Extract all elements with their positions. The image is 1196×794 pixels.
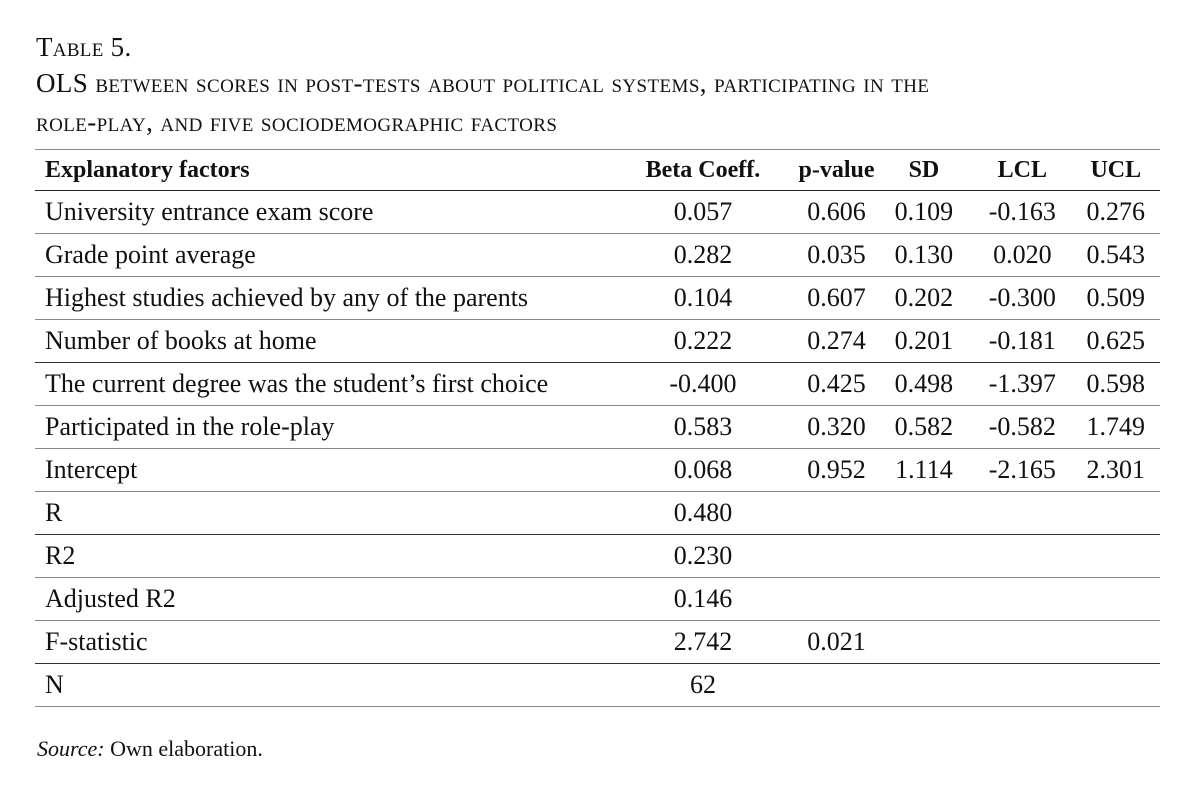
source-text: Own elaboration. xyxy=(110,736,263,761)
cell-beta-coeff: 0.146 xyxy=(608,578,799,621)
cell-beta-coeff: 2.742 xyxy=(608,621,799,664)
header-ucl: UCL xyxy=(1072,150,1160,191)
cell-ucl: 2.301 xyxy=(1072,449,1160,492)
cell-factor: F-statistic xyxy=(35,621,608,664)
header-sd: SD xyxy=(875,150,973,191)
table-row xyxy=(35,449,1160,492)
cell-factor: Participated in the role-play xyxy=(35,406,608,449)
cell-p-value: 0.607 xyxy=(798,277,874,320)
cell-sd xyxy=(875,578,973,621)
table-header-row xyxy=(35,150,1160,191)
cell-beta-coeff: 0.057 xyxy=(608,191,799,234)
header-explanatory-factors: Explanatory factors xyxy=(35,150,608,191)
cell-factor: Highest studies achieved by any of the parents xyxy=(35,277,608,320)
table-row xyxy=(35,664,1160,707)
table-caption xyxy=(36,30,1160,142)
table-body xyxy=(35,191,1160,707)
source-label: Source: xyxy=(37,736,105,761)
cell-ucl xyxy=(1072,578,1160,621)
cell-beta-coeff: 0.480 xyxy=(608,492,799,535)
cell-sd: 0.109 xyxy=(875,191,973,234)
cell-ucl xyxy=(1072,492,1160,535)
cell-beta-coeff: -0.400 xyxy=(608,363,799,406)
cell-sd xyxy=(875,621,973,664)
table-row xyxy=(35,535,1160,578)
header-p-value: p-value xyxy=(798,150,874,191)
cell-p-value xyxy=(798,578,874,621)
cell-beta-coeff: 0.104 xyxy=(608,277,799,320)
cell-lcl: -0.300 xyxy=(973,277,1071,320)
cell-p-value xyxy=(798,535,874,578)
table-row xyxy=(35,492,1160,535)
cell-sd: 0.130 xyxy=(875,234,973,277)
source-note xyxy=(37,736,263,762)
cell-factor: Number of books at home xyxy=(35,320,608,363)
cell-lcl: -2.165 xyxy=(973,449,1071,492)
cell-lcl: 0.020 xyxy=(973,234,1071,277)
cell-lcl xyxy=(973,578,1071,621)
cell-factor: Adjusted R2 xyxy=(35,578,608,621)
table-row xyxy=(35,277,1160,320)
cell-ucl xyxy=(1072,535,1160,578)
table-row xyxy=(35,406,1160,449)
cell-lcl: -0.181 xyxy=(973,320,1071,363)
cell-ucl: 0.509 xyxy=(1072,277,1160,320)
cell-sd xyxy=(875,535,973,578)
cell-lcl: -0.163 xyxy=(973,191,1071,234)
cell-beta-coeff: 0.068 xyxy=(608,449,799,492)
cell-sd xyxy=(875,492,973,535)
cell-p-value: 0.606 xyxy=(798,191,874,234)
cell-ucl xyxy=(1072,664,1160,707)
cell-lcl xyxy=(973,664,1071,707)
cell-lcl xyxy=(973,621,1071,664)
header-beta-coeff: Beta Coeff. xyxy=(608,150,799,191)
table-title-line-1: OLS between scores in post-tests about political systems, participating in the xyxy=(36,68,930,98)
cell-ucl xyxy=(1072,621,1160,664)
cell-lcl: -1.397 xyxy=(973,363,1071,406)
cell-factor: Intercept xyxy=(35,449,608,492)
cell-factor: The current degree was the student’s first choice xyxy=(35,363,608,406)
cell-ucl: 1.749 xyxy=(1072,406,1160,449)
cell-beta-coeff: 0.222 xyxy=(608,320,799,363)
table-row xyxy=(35,621,1160,664)
cell-lcl xyxy=(973,492,1071,535)
table-label: Table 5. xyxy=(36,32,132,62)
table-row xyxy=(35,578,1160,621)
cell-sd: 0.201 xyxy=(875,320,973,363)
table-row xyxy=(35,363,1160,406)
cell-ucl: 0.276 xyxy=(1072,191,1160,234)
cell-factor: R xyxy=(35,492,608,535)
cell-p-value xyxy=(798,664,874,707)
cell-beta-coeff: 62 xyxy=(608,664,799,707)
cell-lcl xyxy=(973,535,1071,578)
table-row xyxy=(35,234,1160,277)
cell-sd: 0.498 xyxy=(875,363,973,406)
table-title xyxy=(36,64,1160,142)
cell-ucl: 0.625 xyxy=(1072,320,1160,363)
cell-factor: University entrance exam score xyxy=(35,191,608,234)
table-row xyxy=(35,191,1160,234)
cell-p-value: 0.425 xyxy=(798,363,874,406)
cell-ucl: 0.543 xyxy=(1072,234,1160,277)
cell-beta-coeff: 0.282 xyxy=(608,234,799,277)
cell-factor: R2 xyxy=(35,535,608,578)
ols-table xyxy=(35,149,1160,707)
cell-factor: N xyxy=(35,664,608,707)
cell-sd: 0.582 xyxy=(875,406,973,449)
table-title-line-2: role-play, and five sociodemographic factors xyxy=(36,107,558,137)
cell-ucl: 0.598 xyxy=(1072,363,1160,406)
cell-p-value: 0.035 xyxy=(798,234,874,277)
cell-p-value: 0.274 xyxy=(798,320,874,363)
header-lcl: LCL xyxy=(973,150,1071,191)
cell-sd: 0.202 xyxy=(875,277,973,320)
table-row xyxy=(35,320,1160,363)
cell-sd: 1.114 xyxy=(875,449,973,492)
cell-sd xyxy=(875,664,973,707)
cell-beta-coeff: 0.230 xyxy=(608,535,799,578)
cell-lcl: -0.582 xyxy=(973,406,1071,449)
cell-beta-coeff: 0.583 xyxy=(608,406,799,449)
cell-p-value: 0.021 xyxy=(798,621,874,664)
cell-p-value: 0.320 xyxy=(798,406,874,449)
cell-p-value: 0.952 xyxy=(798,449,874,492)
cell-factor: Grade point average xyxy=(35,234,608,277)
cell-p-value xyxy=(798,492,874,535)
